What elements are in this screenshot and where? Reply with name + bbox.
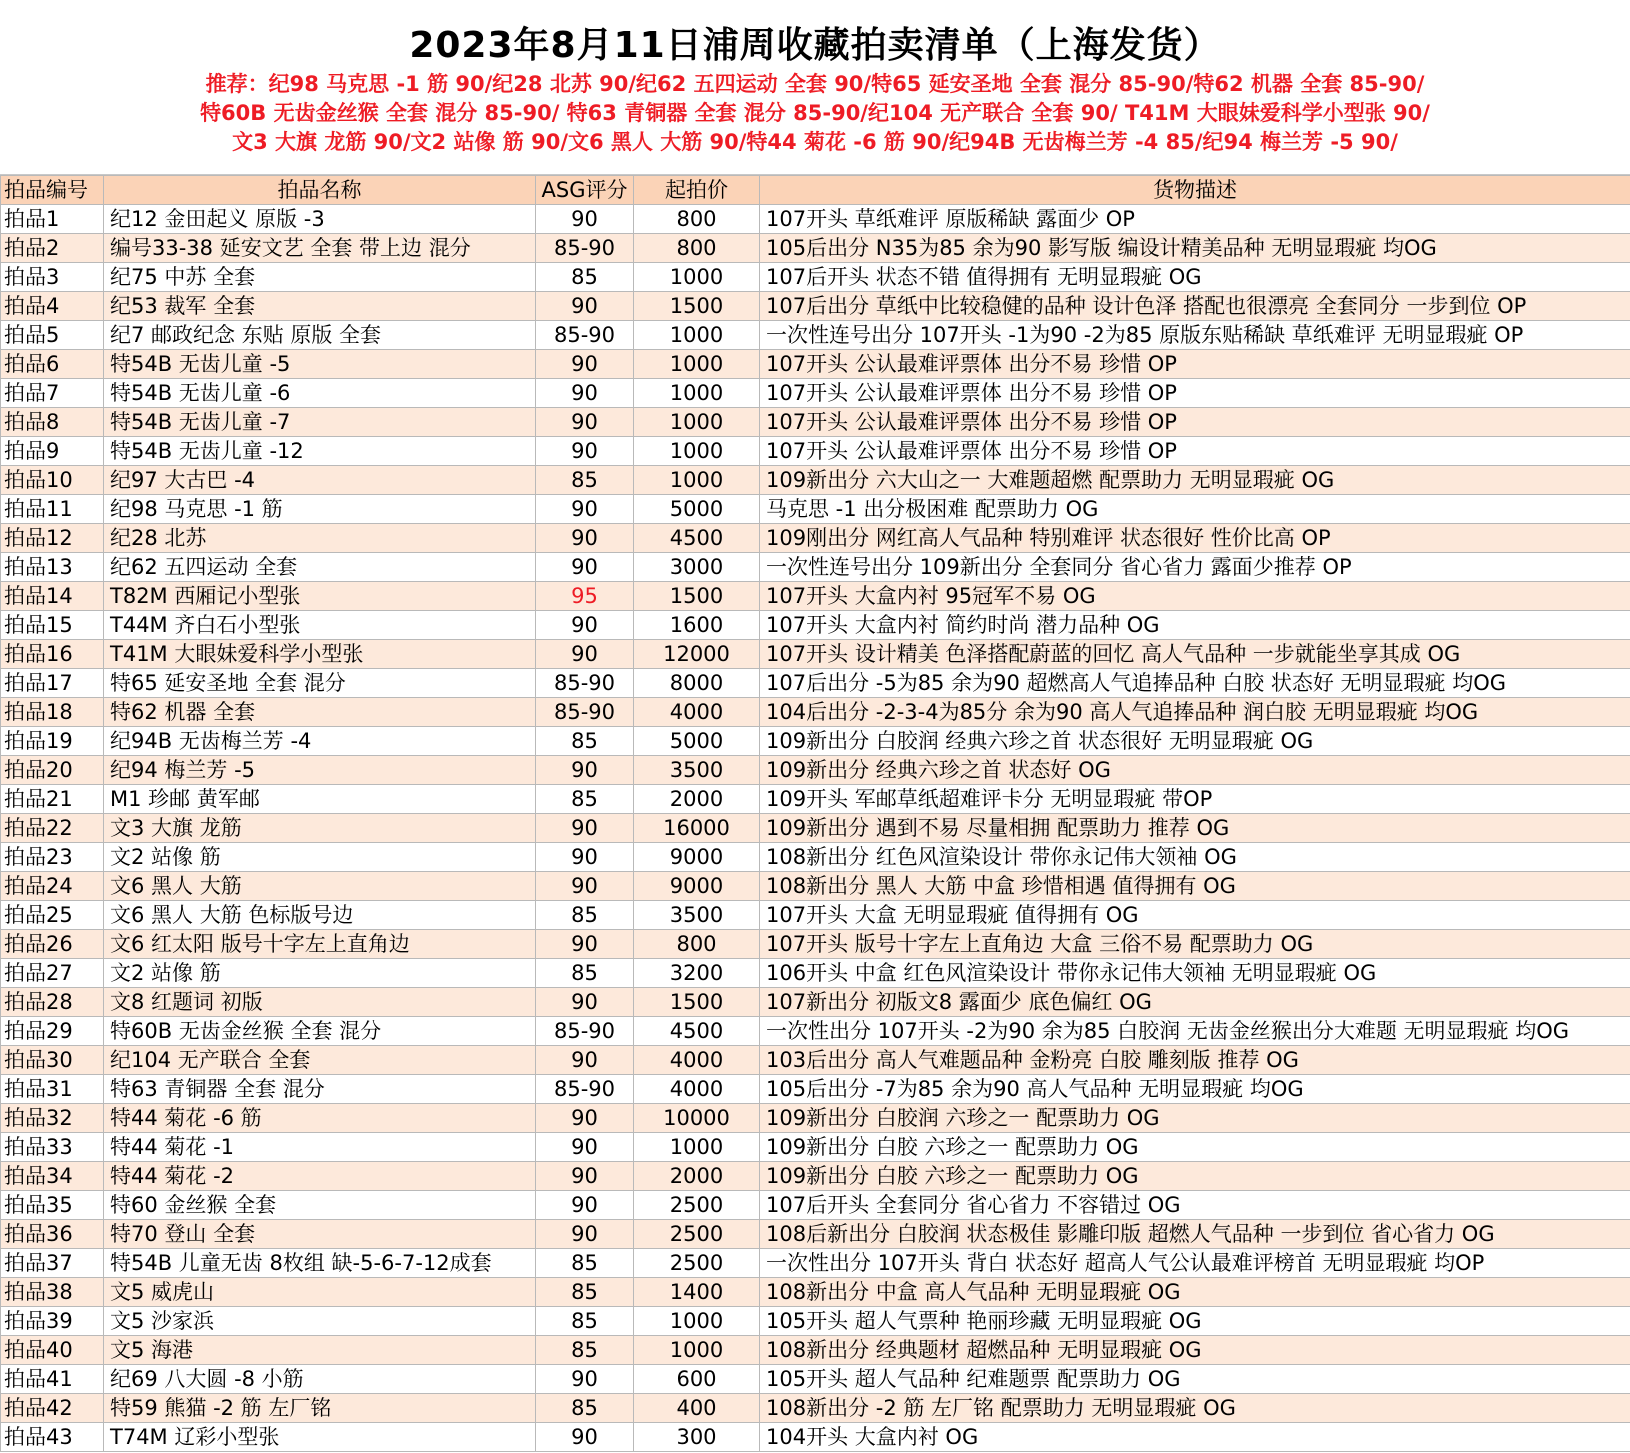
start-price-cell: 1000 — [634, 408, 760, 437]
grade-cell: 85-90 — [536, 669, 634, 698]
table-row — [1, 234, 1630, 263]
start-price-cell: 12000 — [634, 640, 760, 669]
table-row — [1, 205, 1630, 234]
table-row — [1, 1365, 1630, 1394]
lot-id-cell: 拍品5 — [1, 321, 104, 350]
table-row — [1, 263, 1630, 292]
start-price-cell: 8000 — [634, 669, 760, 698]
grade-cell: 85 — [536, 1336, 634, 1365]
grade-cell: 90 — [536, 756, 634, 785]
description-cell: 108新出分 经典题材 超燃品种 无明显瑕疵 OG — [760, 1336, 1630, 1365]
start-price-cell: 1000 — [634, 1133, 760, 1162]
lot-name-cell: 纪94 梅兰芳 -5 — [104, 756, 536, 785]
start-price-cell: 800 — [634, 930, 760, 959]
lot-id-cell: 拍品42 — [1, 1394, 104, 1423]
lot-name-cell: 特59 熊猫 -2 筋 左厂铭 — [104, 1394, 536, 1423]
description-cell: 105开头 超人气票种 艳丽珍藏 无明显瑕疵 OG — [760, 1307, 1630, 1336]
grade-cell: 85 — [536, 466, 634, 495]
lot-name-cell: 纪75 中苏 全套 — [104, 263, 536, 292]
table-row — [1, 466, 1630, 495]
table-row — [1, 1278, 1630, 1307]
table-row — [1, 524, 1630, 553]
lot-id-cell: 拍品13 — [1, 553, 104, 582]
lot-name-cell: 纪12 金田起义 原版 -3 — [104, 205, 536, 234]
lot-name-cell: T82M 西厢记小型张 — [104, 582, 536, 611]
description-cell: 108新出分 红色风渲染设计 带你永记伟大领袖 OG — [760, 843, 1630, 872]
lot-name-cell: 特44 菊花 -1 — [104, 1133, 536, 1162]
description-cell: 109刚出分 网红高人气品种 特别难评 状态很好 性价比高 OP — [760, 524, 1630, 553]
lot-name-cell: 特70 登山 全套 — [104, 1220, 536, 1249]
grade-cell: 95 — [536, 582, 634, 611]
start-price-cell: 4000 — [634, 1075, 760, 1104]
table-row — [1, 1191, 1630, 1220]
lot-id-cell: 拍品4 — [1, 292, 104, 321]
start-price-cell: 1000 — [634, 321, 760, 350]
grade-cell: 90 — [536, 814, 634, 843]
page-title: 2023年8月11日浦周收藏拍卖清单（上海发货） — [409, 25, 1221, 66]
start-price-cell: 1000 — [634, 1336, 760, 1365]
table-row — [1, 1394, 1630, 1423]
table-row — [1, 872, 1630, 901]
lot-id-cell: 拍品29 — [1, 1017, 104, 1046]
grade-cell: 85 — [536, 901, 634, 930]
start-price-cell: 3000 — [634, 553, 760, 582]
start-price-cell: 1000 — [634, 437, 760, 466]
description-cell: 107开头 公认最难评票体 出分不易 珍惜 OP — [760, 437, 1630, 466]
table-row — [1, 1249, 1630, 1278]
description-cell: 106开头 中盒 红色风渲染设计 带你永记伟大领袖 无明显瑕疵 OG — [760, 959, 1630, 988]
grade-cell: 85 — [536, 1249, 634, 1278]
start-price-cell: 1000 — [634, 466, 760, 495]
lot-id-cell: 拍品16 — [1, 640, 104, 669]
table-row — [1, 437, 1630, 466]
grade-cell: 90 — [536, 1423, 634, 1452]
description-cell: 109新出分 白胶润 六珍之一 配票助力 OG — [760, 1104, 1630, 1133]
lot-id-cell: 拍品31 — [1, 1075, 104, 1104]
lot-name-cell: 纪69 八大圆 -8 小筋 — [104, 1365, 536, 1394]
description-cell: 107开头 公认最难评票体 出分不易 珍惜 OP — [760, 350, 1630, 379]
lot-id-cell: 拍品6 — [1, 350, 104, 379]
grade-cell: 85-90 — [536, 698, 634, 727]
grade-cell: 90 — [536, 350, 634, 379]
lot-name-cell: 纪62 五四运动 全套 — [104, 553, 536, 582]
start-price-cell: 1600 — [634, 611, 760, 640]
lot-id-cell: 拍品20 — [1, 756, 104, 785]
description-cell: 108新出分 黑人 大筋 中盒 珍惜相遇 值得拥有 OG — [760, 872, 1630, 901]
table-row — [1, 1017, 1630, 1046]
table-row — [1, 698, 1630, 727]
start-price-cell: 1400 — [634, 1278, 760, 1307]
start-price-cell: 800 — [634, 234, 760, 263]
column-header-lot-name: 拍品名称 — [104, 176, 536, 205]
start-price-cell: 4000 — [634, 698, 760, 727]
table-row — [1, 1336, 1630, 1365]
lot-id-cell: 拍品14 — [1, 582, 104, 611]
start-price-cell: 1000 — [634, 350, 760, 379]
description-cell: 109新出分 遇到不易 尽量相拥 配票助力 推荐 OG — [760, 814, 1630, 843]
start-price-cell: 3500 — [634, 901, 760, 930]
lot-name-cell: 特65 延安圣地 全套 混分 — [104, 669, 536, 698]
lot-name-cell: 文3 大旗 龙筋 — [104, 814, 536, 843]
description-cell: 107后开头 全套同分 省心省力 不容错过 OG — [760, 1191, 1630, 1220]
lot-id-cell: 拍品36 — [1, 1220, 104, 1249]
lot-name-cell: 文6 红太阳 版号十字左上直角边 — [104, 930, 536, 959]
description-cell: 109新出分 白胶 六珍之一 配票助力 OG — [760, 1133, 1630, 1162]
table-row — [1, 408, 1630, 437]
lot-name-cell: 特54B 无齿儿童 -5 — [104, 350, 536, 379]
lot-name-cell: 文5 海港 — [104, 1336, 536, 1365]
lot-table — [0, 175, 1630, 1452]
table-row — [1, 379, 1630, 408]
lot-name-cell: 纪97 大古巴 -4 — [104, 466, 536, 495]
description-cell: 104后出分 -2-3-4为85分 余为90 高人气追捧品种 润白胶 无明显瑕疵 均OG — [760, 698, 1630, 727]
table-row — [1, 321, 1630, 350]
lot-name-cell: 特54B 无齿儿童 -7 — [104, 408, 536, 437]
lot-name-cell: 特44 菊花 -2 — [104, 1162, 536, 1191]
lot-id-cell: 拍品7 — [1, 379, 104, 408]
description-cell: 104开头 大盒内衬 OG — [760, 1423, 1630, 1452]
lot-name-cell: 纪7 邮政纪念 东贴 原版 全套 — [104, 321, 536, 350]
lot-name-cell: 特54B 儿童无齿 8枚组 缺-5-6-7-12成套 — [104, 1249, 536, 1278]
grade-cell: 90 — [536, 1046, 634, 1075]
table-row — [1, 959, 1630, 988]
start-price-cell: 1500 — [634, 582, 760, 611]
description-cell: 108后新出分 白胶润 状态极佳 影雕印版 超燃人气品种 一步到位 省心省力 OG — [760, 1220, 1630, 1249]
description-cell: 107开头 大盒 无明显瑕疵 值得拥有 OG — [760, 901, 1630, 930]
lot-name-cell: 特60 金丝猴 全套 — [104, 1191, 536, 1220]
description-cell: 107开头 大盒内衬 95冠军不易 OG — [760, 582, 1630, 611]
grade-cell: 90 — [536, 1104, 634, 1133]
grade-cell: 85-90 — [536, 1075, 634, 1104]
lot-id-cell: 拍品17 — [1, 669, 104, 698]
table-row — [1, 756, 1630, 785]
lot-id-cell: 拍品27 — [1, 959, 104, 988]
description-cell: 一次性出分 107开头 -2为90 余为85 白胶润 无齿金丝猴出分大难题 无明显瑕疵 均OG — [760, 1017, 1630, 1046]
description-cell: 105开头 超人气品种 纪难题票 配票助力 OG — [760, 1365, 1630, 1394]
lot-id-cell: 拍品9 — [1, 437, 104, 466]
description-cell: 109新出分 六大山之一 大难题超燃 配票助力 无明显瑕疵 OG — [760, 466, 1630, 495]
table-row — [1, 1075, 1630, 1104]
table-row — [1, 988, 1630, 1017]
grade-cell: 85-90 — [536, 1017, 634, 1046]
start-price-cell: 1000 — [634, 379, 760, 408]
lot-name-cell: 纪98 马克思 -1 筋 — [104, 495, 536, 524]
start-price-cell: 1500 — [634, 292, 760, 321]
description-cell: 109新出分 白胶润 经典六珍之首 状态很好 无明显瑕疵 OG — [760, 727, 1630, 756]
start-price-cell: 1000 — [634, 263, 760, 292]
description-cell: 103后出分 高人气难题品种 金粉亮 白胶 雕刻版 推荐 OG — [760, 1046, 1630, 1075]
start-price-cell: 2500 — [634, 1249, 760, 1278]
table-row — [1, 843, 1630, 872]
lot-id-cell: 拍品39 — [1, 1307, 104, 1336]
lot-id-cell: 拍品35 — [1, 1191, 104, 1220]
grade-cell: 85 — [536, 785, 634, 814]
start-price-cell: 1500 — [634, 988, 760, 1017]
start-price-cell: 2500 — [634, 1191, 760, 1220]
description-cell: 107后开头 状态不错 值得拥有 无明显瑕疵 OG — [760, 263, 1630, 292]
grade-cell: 90 — [536, 379, 634, 408]
grade-cell: 90 — [536, 205, 634, 234]
start-price-cell: 300 — [634, 1423, 760, 1452]
lot-id-cell: 拍品34 — [1, 1162, 104, 1191]
grade-cell: 90 — [536, 988, 634, 1017]
lot-name-cell: 特54B 无齿儿童 -12 — [104, 437, 536, 466]
table-header-row — [1, 176, 1630, 205]
lot-name-cell: T44M 齐白石小型张 — [104, 611, 536, 640]
description-cell: 107开头 公认最难评票体 出分不易 珍惜 OP — [760, 408, 1630, 437]
column-header-grade: ASG评分 — [536, 176, 634, 205]
description-cell: 109新出分 经典六珍之首 状态好 OG — [760, 756, 1630, 785]
lot-name-cell: 特44 菊花 -6 筋 — [104, 1104, 536, 1133]
grade-cell: 90 — [536, 437, 634, 466]
lot-id-cell: 拍品38 — [1, 1278, 104, 1307]
start-price-cell: 4500 — [634, 1017, 760, 1046]
grade-cell: 85 — [536, 1394, 634, 1423]
description-cell: 107开头 大盒内衬 简约时尚 潜力品种 OG — [760, 611, 1630, 640]
start-price-cell: 16000 — [634, 814, 760, 843]
lot-id-cell: 拍品43 — [1, 1423, 104, 1452]
table-row — [1, 727, 1630, 756]
start-price-cell: 5000 — [634, 495, 760, 524]
grade-cell: 90 — [536, 1220, 634, 1249]
lot-name-cell: 编号33-38 延安文艺 全套 带上边 混分 — [104, 234, 536, 263]
grade-cell: 90 — [536, 408, 634, 437]
lot-id-cell: 拍品40 — [1, 1336, 104, 1365]
start-price-cell: 1000 — [634, 1307, 760, 1336]
lot-id-cell: 拍品33 — [1, 1133, 104, 1162]
table-row — [1, 640, 1630, 669]
lot-name-cell: 纪28 北苏 — [104, 524, 536, 553]
lot-name-cell: 特54B 无齿儿童 -6 — [104, 379, 536, 408]
grade-cell: 85-90 — [536, 321, 634, 350]
lot-id-cell: 拍品3 — [1, 263, 104, 292]
lot-id-cell: 拍品30 — [1, 1046, 104, 1075]
table-row — [1, 350, 1630, 379]
lot-id-cell: 拍品28 — [1, 988, 104, 1017]
grade-cell: 90 — [536, 553, 634, 582]
grade-cell: 90 — [536, 1133, 634, 1162]
column-header-start-price: 起拍价 — [634, 176, 760, 205]
description-cell: 107开头 公认最难评票体 出分不易 珍惜 OP — [760, 379, 1630, 408]
table-row — [1, 1104, 1630, 1133]
description-cell: 107后出分 草纸中比较稳健的品种 设计色泽 搭配也很漂亮 全套同分 一步到位 OP — [760, 292, 1630, 321]
start-price-cell: 3200 — [634, 959, 760, 988]
lot-id-cell: 拍品24 — [1, 872, 104, 901]
lot-name-cell: 特62 机器 全套 — [104, 698, 536, 727]
table-row — [1, 930, 1630, 959]
lot-id-cell: 拍品11 — [1, 495, 104, 524]
lot-id-cell: 拍品18 — [1, 698, 104, 727]
grade-cell: 90 — [536, 524, 634, 553]
lot-name-cell: 文8 红题词 初版 — [104, 988, 536, 1017]
description-cell: 108新出分 中盒 高人气品种 无明显瑕疵 OG — [760, 1278, 1630, 1307]
description-cell: 105后出分 N35为85 余为90 影写版 编设计精美品种 无明显瑕疵 均OG — [760, 234, 1630, 263]
recommendation-line: 推荐：纪98 马克思 -1 筋 90/纪28 北苏 90/纪62 五四运动 全套 90/特65 延安圣地 全套 混分 85-90/特62 机器 全套 85-90/ — [205, 72, 1425, 96]
description-cell: 一次性连号出分 107开头 -1为90 -2为85 原版东贴稀缺 草纸难评 无明显瑕疵 OP — [760, 321, 1630, 350]
table-row — [1, 785, 1630, 814]
start-price-cell: 10000 — [634, 1104, 760, 1133]
description-cell: 107开头 草纸难评 原版稀缺 露面少 OP — [760, 205, 1630, 234]
lot-name-cell: 文5 沙家浜 — [104, 1307, 536, 1336]
table-row — [1, 814, 1630, 843]
start-price-cell: 2000 — [634, 1162, 760, 1191]
lot-id-cell: 拍品26 — [1, 930, 104, 959]
lot-name-cell: 纪104 无产联合 全套 — [104, 1046, 536, 1075]
grade-cell: 90 — [536, 1191, 634, 1220]
recommendation-line: 文3 大旗 龙筋 90/文2 站像 筋 90/文6 黑人 大筋 90/特44 菊花 -6 筋 90/纪94B 无齿梅兰芳 -4 85/纪94 梅兰芳 -5 90/ — [232, 130, 1398, 154]
description-cell: 109新出分 白胶 六珍之一 配票助力 OG — [760, 1162, 1630, 1191]
lot-name-cell: T74M 辽彩小型张 — [104, 1423, 536, 1452]
lot-id-cell: 拍品37 — [1, 1249, 104, 1278]
column-header-description: 货物描述 — [760, 176, 1630, 205]
sheet-header — [0, 0, 1630, 175]
table-row — [1, 1220, 1630, 1249]
lot-name-cell: M1 珍邮 黄军邮 — [104, 785, 536, 814]
lot-id-cell: 拍品10 — [1, 466, 104, 495]
grade-cell: 90 — [536, 843, 634, 872]
lot-name-cell: 特60B 无齿金丝猴 全套 混分 — [104, 1017, 536, 1046]
description-cell: 107新出分 初版文8 露面少 底色偏红 OG — [760, 988, 1630, 1017]
grade-cell: 90 — [536, 1162, 634, 1191]
start-price-cell: 3500 — [634, 756, 760, 785]
start-price-cell: 2000 — [634, 785, 760, 814]
grade-cell: 85 — [536, 727, 634, 756]
grade-cell: 85 — [536, 959, 634, 988]
start-price-cell: 2500 — [634, 1220, 760, 1249]
lot-id-cell: 拍品22 — [1, 814, 104, 843]
recommendation-block — [0, 70, 1630, 157]
lot-name-cell: 文2 站像 筋 — [104, 959, 536, 988]
grade-cell: 90 — [536, 495, 634, 524]
grade-cell: 90 — [536, 930, 634, 959]
description-cell: 105后出分 -7为85 余为90 高人气品种 无明显瑕疵 均OG — [760, 1075, 1630, 1104]
table-row — [1, 292, 1630, 321]
table-row — [1, 1133, 1630, 1162]
lot-id-cell: 拍品41 — [1, 1365, 104, 1394]
grade-cell: 90 — [536, 292, 634, 321]
lot-id-cell: 拍品1 — [1, 205, 104, 234]
lot-name-cell: 特63 青铜器 全套 混分 — [104, 1075, 536, 1104]
start-price-cell: 4000 — [634, 1046, 760, 1075]
start-price-cell: 600 — [634, 1365, 760, 1394]
recommendation-line: 特60B 无齿金丝猴 全套 混分 85-90/ 特63 青铜器 全套 混分 85-90/纪104 无产联合 全套 90/ T41M 大眼妹爱科学小型张 90/ — [200, 101, 1430, 125]
grade-cell: 85 — [536, 1278, 634, 1307]
table-row — [1, 1307, 1630, 1336]
table-row — [1, 495, 1630, 524]
grade-cell: 90 — [536, 872, 634, 901]
table-row — [1, 582, 1630, 611]
lot-id-cell: 拍品19 — [1, 727, 104, 756]
lot-id-cell: 拍品12 — [1, 524, 104, 553]
lot-name-cell: T41M 大眼妹爱科学小型张 — [104, 640, 536, 669]
grade-cell: 85-90 — [536, 234, 634, 263]
table-row — [1, 1162, 1630, 1191]
grade-cell: 90 — [536, 640, 634, 669]
lot-id-cell: 拍品15 — [1, 611, 104, 640]
description-cell: 107开头 版号十字左上直角边 大盒 三俗不易 配票助力 OG — [760, 930, 1630, 959]
description-cell: 一次性连号出分 109新出分 全套同分 省心省力 露面少推荐 OP — [760, 553, 1630, 582]
lot-name-cell: 文6 黑人 大筋 — [104, 872, 536, 901]
table-row — [1, 1423, 1630, 1452]
lot-id-cell: 拍品2 — [1, 234, 104, 263]
lot-id-cell: 拍品32 — [1, 1104, 104, 1133]
description-cell: 108新出分 -2 筋 左厂铭 配票助力 无明显瑕疵 OG — [760, 1394, 1630, 1423]
table-row — [1, 901, 1630, 930]
table-row — [1, 553, 1630, 582]
grade-cell: 85 — [536, 1307, 634, 1336]
lot-id-cell: 拍品21 — [1, 785, 104, 814]
table-row — [1, 1046, 1630, 1075]
lot-id-cell: 拍品23 — [1, 843, 104, 872]
lot-name-cell: 纪53 裁军 全套 — [104, 292, 536, 321]
start-price-cell: 400 — [634, 1394, 760, 1423]
description-cell: 109开头 军邮草纸超难评卡分 无明显瑕疵 带OP — [760, 785, 1630, 814]
column-header-lot-id: 拍品编号 — [1, 176, 104, 205]
description-cell: 107开头 设计精美 色泽搭配蔚蓝的回忆 高人气品种 一步就能坐享其成 OG — [760, 640, 1630, 669]
lot-id-cell: 拍品25 — [1, 901, 104, 930]
lot-id-cell: 拍品8 — [1, 408, 104, 437]
grade-cell: 90 — [536, 611, 634, 640]
description-cell: 107后出分 -5为85 余为90 超燃高人气追捧品种 白胶 状态好 无明显瑕疵 均OG — [760, 669, 1630, 698]
start-price-cell: 9000 — [634, 843, 760, 872]
grade-cell: 90 — [536, 1365, 634, 1394]
description-cell: 马克思 -1 出分极困难 配票助力 OG — [760, 495, 1630, 524]
lot-name-cell: 文2 站像 筋 — [104, 843, 536, 872]
table-row — [1, 611, 1630, 640]
table-row — [1, 669, 1630, 698]
lot-name-cell: 纪94B 无齿梅兰芳 -4 — [104, 727, 536, 756]
start-price-cell: 4500 — [634, 524, 760, 553]
start-price-cell: 9000 — [634, 872, 760, 901]
description-cell: 一次性出分 107开头 背白 状态好 超高人气公认最难评榜首 无明显瑕疵 均OP — [760, 1249, 1630, 1278]
lot-name-cell: 文5 威虎山 — [104, 1278, 536, 1307]
start-price-cell: 5000 — [634, 727, 760, 756]
lot-name-cell: 文6 黑人 大筋 色标版号边 — [104, 901, 536, 930]
grade-cell: 85 — [536, 263, 634, 292]
start-price-cell: 800 — [634, 205, 760, 234]
table-body — [1, 205, 1630, 1452]
